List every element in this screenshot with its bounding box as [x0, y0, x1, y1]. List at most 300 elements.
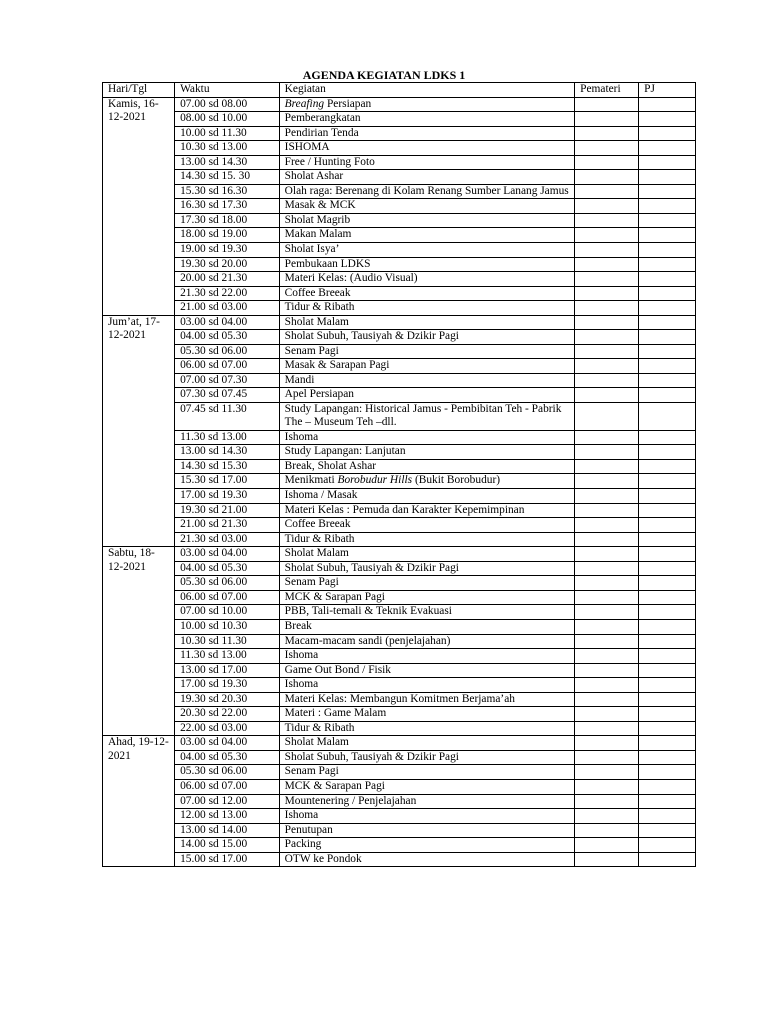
activity-text-italic: Borobudur Hills [337, 474, 413, 487]
pj-cell [639, 649, 696, 664]
speaker-cell [575, 286, 639, 301]
table-row [103, 809, 696, 824]
activity-cell [279, 388, 574, 403]
speaker-cell [575, 272, 639, 287]
activity-text: Senam Pagi [284, 344, 339, 357]
pj-cell [639, 721, 696, 736]
pj-cell [639, 170, 696, 185]
pj-cell [639, 561, 696, 576]
speaker-cell [575, 794, 639, 809]
time-cell: 03.00 sd 04.00 [175, 547, 280, 562]
activity-cell [279, 228, 574, 243]
pj-cell [639, 97, 696, 112]
pj-cell [639, 141, 696, 156]
activity-text: Macam-macam sandi (penjelajahan) [284, 634, 451, 647]
activity-text: Sholat Malam [284, 547, 349, 560]
table-row [103, 155, 696, 170]
pj-cell [639, 852, 696, 867]
speaker-cell [575, 634, 639, 649]
activity-text: Sholat Isya’ [284, 243, 340, 256]
activity-cell [279, 605, 574, 620]
pj-cell [639, 301, 696, 316]
header-row [103, 83, 696, 98]
time-cell: 17.00 sd 19.30 [175, 489, 280, 504]
speaker-cell [575, 430, 639, 445]
speaker-cell [575, 605, 639, 620]
table-row [103, 474, 696, 489]
activity-text: Mandi [284, 373, 315, 386]
table-row [103, 649, 696, 664]
speaker-cell [575, 213, 639, 228]
speaker-cell [575, 459, 639, 474]
activity-cell [279, 518, 574, 533]
pj-cell [639, 619, 696, 634]
pj-cell [639, 736, 696, 751]
activity-text: Materi Kelas : Pemuda dan Karakter Kepemimpinan [284, 503, 525, 516]
pj-cell [639, 112, 696, 127]
time-cell: 14.30 sd 15.30 [175, 459, 280, 474]
time-cell: 10.30 sd 11.30 [175, 634, 280, 649]
table-row [103, 445, 696, 460]
activity-text: Penutupan [284, 823, 333, 836]
activity-text: Senam Pagi [284, 765, 339, 778]
table-row [103, 561, 696, 576]
pj-cell [639, 590, 696, 605]
table-row [103, 97, 696, 112]
time-cell: 05.30 sd 06.00 [175, 344, 280, 359]
table-row [103, 315, 696, 330]
time-cell: 13.00 sd 14.30 [175, 445, 280, 460]
pj-cell [639, 634, 696, 649]
activity-cell [279, 403, 574, 431]
speaker-cell [575, 707, 639, 722]
day-cell: Kamis, 16-12-2021 [103, 97, 175, 315]
activity-cell [279, 459, 574, 474]
activity-text: Ishoma [284, 649, 319, 662]
time-cell: 13.00 sd 14.30 [175, 155, 280, 170]
speaker-cell [575, 692, 639, 707]
table-row [103, 503, 696, 518]
speaker-cell [575, 721, 639, 736]
time-cell: 17.00 sd 19.30 [175, 678, 280, 693]
pj-cell [639, 126, 696, 141]
pj-cell [639, 403, 696, 431]
speaker-cell [575, 170, 639, 185]
pj-cell [639, 532, 696, 547]
activity-cell [279, 243, 574, 258]
pj-cell [639, 518, 696, 533]
activity-cell [279, 619, 574, 634]
activity-text: Makan Malam [284, 228, 352, 241]
pj-cell [639, 794, 696, 809]
pj-cell [639, 330, 696, 345]
table-row [103, 750, 696, 765]
activity-text: Menikmati [284, 474, 338, 487]
activity-cell [279, 823, 574, 838]
activity-cell [279, 721, 574, 736]
speaker-cell [575, 344, 639, 359]
activity-text: Packing [284, 838, 322, 851]
speaker-cell [575, 547, 639, 562]
time-cell: 13.00 sd 17.00 [175, 663, 280, 678]
speaker-cell [575, 474, 639, 489]
pj-cell [639, 373, 696, 388]
activity-cell [279, 126, 574, 141]
time-cell: 08.00 sd 10.00 [175, 112, 280, 127]
table-row [103, 184, 696, 199]
header-day: Hari/Tgl [103, 83, 175, 98]
speaker-cell [575, 257, 639, 272]
activity-cell [279, 286, 574, 301]
activity-text: Persiapan [324, 97, 372, 110]
pj-cell [639, 838, 696, 853]
time-cell: 21.00 sd 21.30 [175, 518, 280, 533]
activity-cell [279, 272, 574, 287]
pj-cell [639, 228, 696, 243]
pj-cell [639, 459, 696, 474]
activity-cell [279, 678, 574, 693]
activity-text: Tidur & Ribath [284, 301, 355, 314]
activity-cell [279, 707, 574, 722]
activity-text: Materi Kelas: Membangun Komitmen Berjama’ah [284, 692, 515, 705]
time-cell: 15.00 sd 17.00 [175, 852, 280, 867]
pj-cell [639, 765, 696, 780]
time-cell: 05.30 sd 06.00 [175, 765, 280, 780]
activity-cell [279, 692, 574, 707]
table-row [103, 794, 696, 809]
time-cell: 21.00 sd 03.00 [175, 301, 280, 316]
activity-cell [279, 649, 574, 664]
speaker-cell [575, 330, 639, 345]
table-row [103, 228, 696, 243]
table-row [103, 721, 696, 736]
header-speaker: Pemateri [575, 83, 639, 98]
activity-cell [279, 301, 574, 316]
table-row [103, 692, 696, 707]
table-row [103, 838, 696, 853]
activity-text: Study Lapangan: Historical Jamus - Pembibitan Teh - Pabrik The – Museum Teh –dll. [284, 403, 562, 429]
speaker-cell [575, 243, 639, 258]
table-row [103, 126, 696, 141]
time-cell: 03.00 sd 04.00 [175, 315, 280, 330]
activity-text: Coffee Breeak [284, 518, 351, 531]
header-pj: PJ [639, 83, 696, 98]
table-row [103, 170, 696, 185]
speaker-cell [575, 809, 639, 824]
table-row [103, 852, 696, 867]
time-cell: 21.30 sd 03.00 [175, 532, 280, 547]
activity-text: PBB, Tali-temali & Teknik Evakuasi [284, 605, 452, 618]
activity-text: Game Out Bond / Fisik [284, 663, 391, 676]
activity-cell [279, 445, 574, 460]
activity-text: ISHOMA [284, 141, 330, 154]
activity-text: Tidur & Ribath [284, 721, 355, 734]
activity-cell [279, 532, 574, 547]
time-cell: 05.30 sd 06.00 [175, 576, 280, 591]
pj-cell [639, 155, 696, 170]
speaker-cell [575, 503, 639, 518]
time-cell: 11.30 sd 13.00 [175, 430, 280, 445]
pj-cell [639, 576, 696, 591]
time-cell: 11.30 sd 13.00 [175, 649, 280, 664]
speaker-cell [575, 619, 639, 634]
activity-text: Ishoma [284, 430, 319, 443]
time-cell: 07.00 sd 10.00 [175, 605, 280, 620]
activity-cell [279, 736, 574, 751]
pj-cell [639, 199, 696, 214]
pj-cell [639, 213, 696, 228]
activity-text: Sholat Subuh, Tausiyah & Dzikir Pagi [284, 561, 459, 574]
table-row [103, 823, 696, 838]
table-row [103, 430, 696, 445]
time-cell: 06.00 sd 07.00 [175, 359, 280, 374]
speaker-cell [575, 97, 639, 112]
activity-text: OTW ke Pondok [284, 852, 362, 865]
table-row [103, 678, 696, 693]
activity-text: Senam Pagi [284, 576, 339, 589]
activity-text: Study Lapangan: Lanjutan [284, 445, 406, 458]
speaker-cell [575, 359, 639, 374]
activity-text: Break, Sholat Ashar [284, 459, 377, 472]
pj-cell [639, 430, 696, 445]
day-cell: Sabtu, 18-12-2021 [103, 547, 175, 736]
table-row [103, 489, 696, 504]
pj-cell [639, 489, 696, 504]
activity-text: Masak & MCK [284, 199, 356, 212]
activity-text: (Bukit Borobudur) [412, 474, 501, 487]
activity-cell [279, 112, 574, 127]
activity-cell [279, 765, 574, 780]
activity-text: Olah raga: Berenang di Kolam Renang Sumber Lanang Jamus [284, 184, 569, 197]
activity-text: Tidur & Ribath [284, 532, 355, 545]
pj-cell [639, 547, 696, 562]
activity-text: Pemberangkatan [284, 112, 361, 125]
speaker-cell [575, 301, 639, 316]
pj-cell [639, 184, 696, 199]
time-cell: 04.00 sd 05.30 [175, 330, 280, 345]
pj-cell [639, 243, 696, 258]
table-row [103, 765, 696, 780]
activity-cell [279, 213, 574, 228]
table-row [103, 286, 696, 301]
pj-cell [639, 809, 696, 824]
time-cell: 17.30 sd 18.00 [175, 213, 280, 228]
time-cell: 22.00 sd 03.00 [175, 721, 280, 736]
pj-cell [639, 707, 696, 722]
activity-text: Sholat Ashar [284, 170, 344, 183]
pj-cell [639, 474, 696, 489]
day-cell: Ahad, 19-12-2021 [103, 736, 175, 867]
time-cell: 21.30 sd 22.00 [175, 286, 280, 301]
activity-text: Materi : Game Malam [284, 707, 387, 720]
time-cell: 07.00 sd 07.30 [175, 373, 280, 388]
activity-text: Ishoma [284, 809, 319, 822]
speaker-cell [575, 141, 639, 156]
activity-cell [279, 359, 574, 374]
activity-cell [279, 97, 574, 112]
activity-text: Coffee Breeak [284, 286, 351, 299]
activity-cell [279, 199, 574, 214]
activity-cell [279, 430, 574, 445]
speaker-cell [575, 736, 639, 751]
speaker-cell [575, 838, 639, 853]
pj-cell [639, 678, 696, 693]
table-row [103, 547, 696, 562]
time-cell: 07.00 sd 12.00 [175, 794, 280, 809]
activity-text: Materi Kelas: (Audio Visual) [284, 272, 418, 285]
speaker-cell [575, 678, 639, 693]
speaker-cell [575, 663, 639, 678]
table-row [103, 518, 696, 533]
document-title: AGENDA KEGIATAN LDKS 1 [302, 68, 466, 82]
table-row [103, 199, 696, 214]
pj-cell [639, 388, 696, 403]
activity-cell [279, 634, 574, 649]
speaker-cell [575, 228, 639, 243]
activity-text: Pembukaan LDKS [284, 257, 371, 270]
table-row [103, 112, 696, 127]
activity-cell [279, 663, 574, 678]
table-row [103, 634, 696, 649]
table-row [103, 459, 696, 474]
activity-text: Masak & Sarapan Pagi [284, 359, 390, 372]
activity-cell [279, 184, 574, 199]
table-row [103, 736, 696, 751]
speaker-cell [575, 315, 639, 330]
activity-cell [279, 750, 574, 765]
speaker-cell [575, 779, 639, 794]
activity-text: Sholat Malam [284, 315, 349, 328]
time-cell: 19.30 sd 20.30 [175, 692, 280, 707]
table-row [103, 344, 696, 359]
activity-text: Sholat Malam [284, 736, 349, 749]
time-cell: 12.00 sd 13.00 [175, 809, 280, 824]
pj-cell [639, 663, 696, 678]
activity-text: Break [284, 619, 312, 632]
speaker-cell [575, 403, 639, 431]
time-cell: 03.00 sd 04.00 [175, 736, 280, 751]
time-cell: 19.00 sd 19.30 [175, 243, 280, 258]
time-cell: 07.00 sd 08.00 [175, 97, 280, 112]
activity-cell [279, 330, 574, 345]
table-row [103, 243, 696, 258]
pj-cell [639, 503, 696, 518]
header-activity: Kegiatan [279, 83, 574, 98]
time-cell: 06.00 sd 07.00 [175, 779, 280, 794]
speaker-cell [575, 373, 639, 388]
activity-text: Apel Persiapan [284, 388, 354, 401]
table-row [103, 272, 696, 287]
activity-text: Sholat Subuh, Tausiyah & Dzikir Pagi [284, 750, 459, 763]
table-row [103, 330, 696, 345]
time-cell: 10.00 sd 11.30 [175, 126, 280, 141]
activity-cell [279, 474, 574, 489]
pj-cell [639, 779, 696, 794]
time-cell: 14.30 sd 15. 30 [175, 170, 280, 185]
activity-cell [279, 576, 574, 591]
pj-cell [639, 823, 696, 838]
table-row [103, 388, 696, 403]
activity-text: Pendirian Tenda [284, 126, 359, 139]
pj-cell [639, 257, 696, 272]
table-row [103, 359, 696, 374]
table-row [103, 576, 696, 591]
speaker-cell [575, 590, 639, 605]
speaker-cell [575, 852, 639, 867]
activity-text: Free / Hunting Foto [284, 155, 375, 168]
activity-cell [279, 257, 574, 272]
speaker-cell [575, 532, 639, 547]
time-cell: 07.30 sd 07.45 [175, 388, 280, 403]
speaker-cell [575, 155, 639, 170]
activity-text: Sholat Magrib [284, 213, 351, 226]
time-cell: 16.30 sd 17.30 [175, 199, 280, 214]
activity-cell [279, 373, 574, 388]
header-time: Waktu [175, 83, 280, 98]
speaker-cell [575, 765, 639, 780]
speaker-cell [575, 750, 639, 765]
activity-text: Ishoma [284, 678, 319, 691]
speaker-cell [575, 576, 639, 591]
speaker-cell [575, 184, 639, 199]
activity-cell [279, 344, 574, 359]
table-row [103, 663, 696, 678]
activity-cell [279, 155, 574, 170]
table-row [103, 779, 696, 794]
day-cell: Jum’at, 17-12-2021 [103, 315, 175, 546]
activity-text: MCK & Sarapan Pagi [284, 779, 385, 792]
time-cell: 15.30 sd 17.00 [175, 474, 280, 489]
activity-cell [279, 141, 574, 156]
speaker-cell [575, 388, 639, 403]
agenda-body [103, 97, 696, 867]
table-row [103, 590, 696, 605]
speaker-cell [575, 823, 639, 838]
time-cell: 14.00 sd 15.00 [175, 838, 280, 853]
activity-cell [279, 547, 574, 562]
table-row [103, 532, 696, 547]
table-row [103, 707, 696, 722]
time-cell: 15.30 sd 16.30 [175, 184, 280, 199]
time-cell: 13.00 sd 14.00 [175, 823, 280, 838]
activity-text: Sholat Subuh, Tausiyah & Dzikir Pagi [284, 330, 459, 343]
agenda-table [102, 82, 696, 867]
activity-cell [279, 590, 574, 605]
activity-cell [279, 794, 574, 809]
activity-cell [279, 170, 574, 185]
time-cell: 10.00 sd 10.30 [175, 619, 280, 634]
speaker-cell [575, 649, 639, 664]
speaker-cell [575, 489, 639, 504]
activity-cell [279, 809, 574, 824]
time-cell: 04.00 sd 05.30 [175, 561, 280, 576]
time-cell: 06.00 sd 07.00 [175, 590, 280, 605]
speaker-cell [575, 445, 639, 460]
time-cell: 18.00 sd 19.00 [175, 228, 280, 243]
table-row [103, 257, 696, 272]
pj-cell [639, 315, 696, 330]
table-row [103, 605, 696, 620]
activity-cell [279, 561, 574, 576]
activity-text: Mountenering / Penjelajahan [284, 794, 417, 807]
time-cell: 20.00 sd 21.30 [175, 272, 280, 287]
pj-cell [639, 605, 696, 620]
speaker-cell [575, 112, 639, 127]
pj-cell [639, 692, 696, 707]
time-cell: 20.30 sd 22.00 [175, 707, 280, 722]
pj-cell [639, 344, 696, 359]
table-row [103, 213, 696, 228]
